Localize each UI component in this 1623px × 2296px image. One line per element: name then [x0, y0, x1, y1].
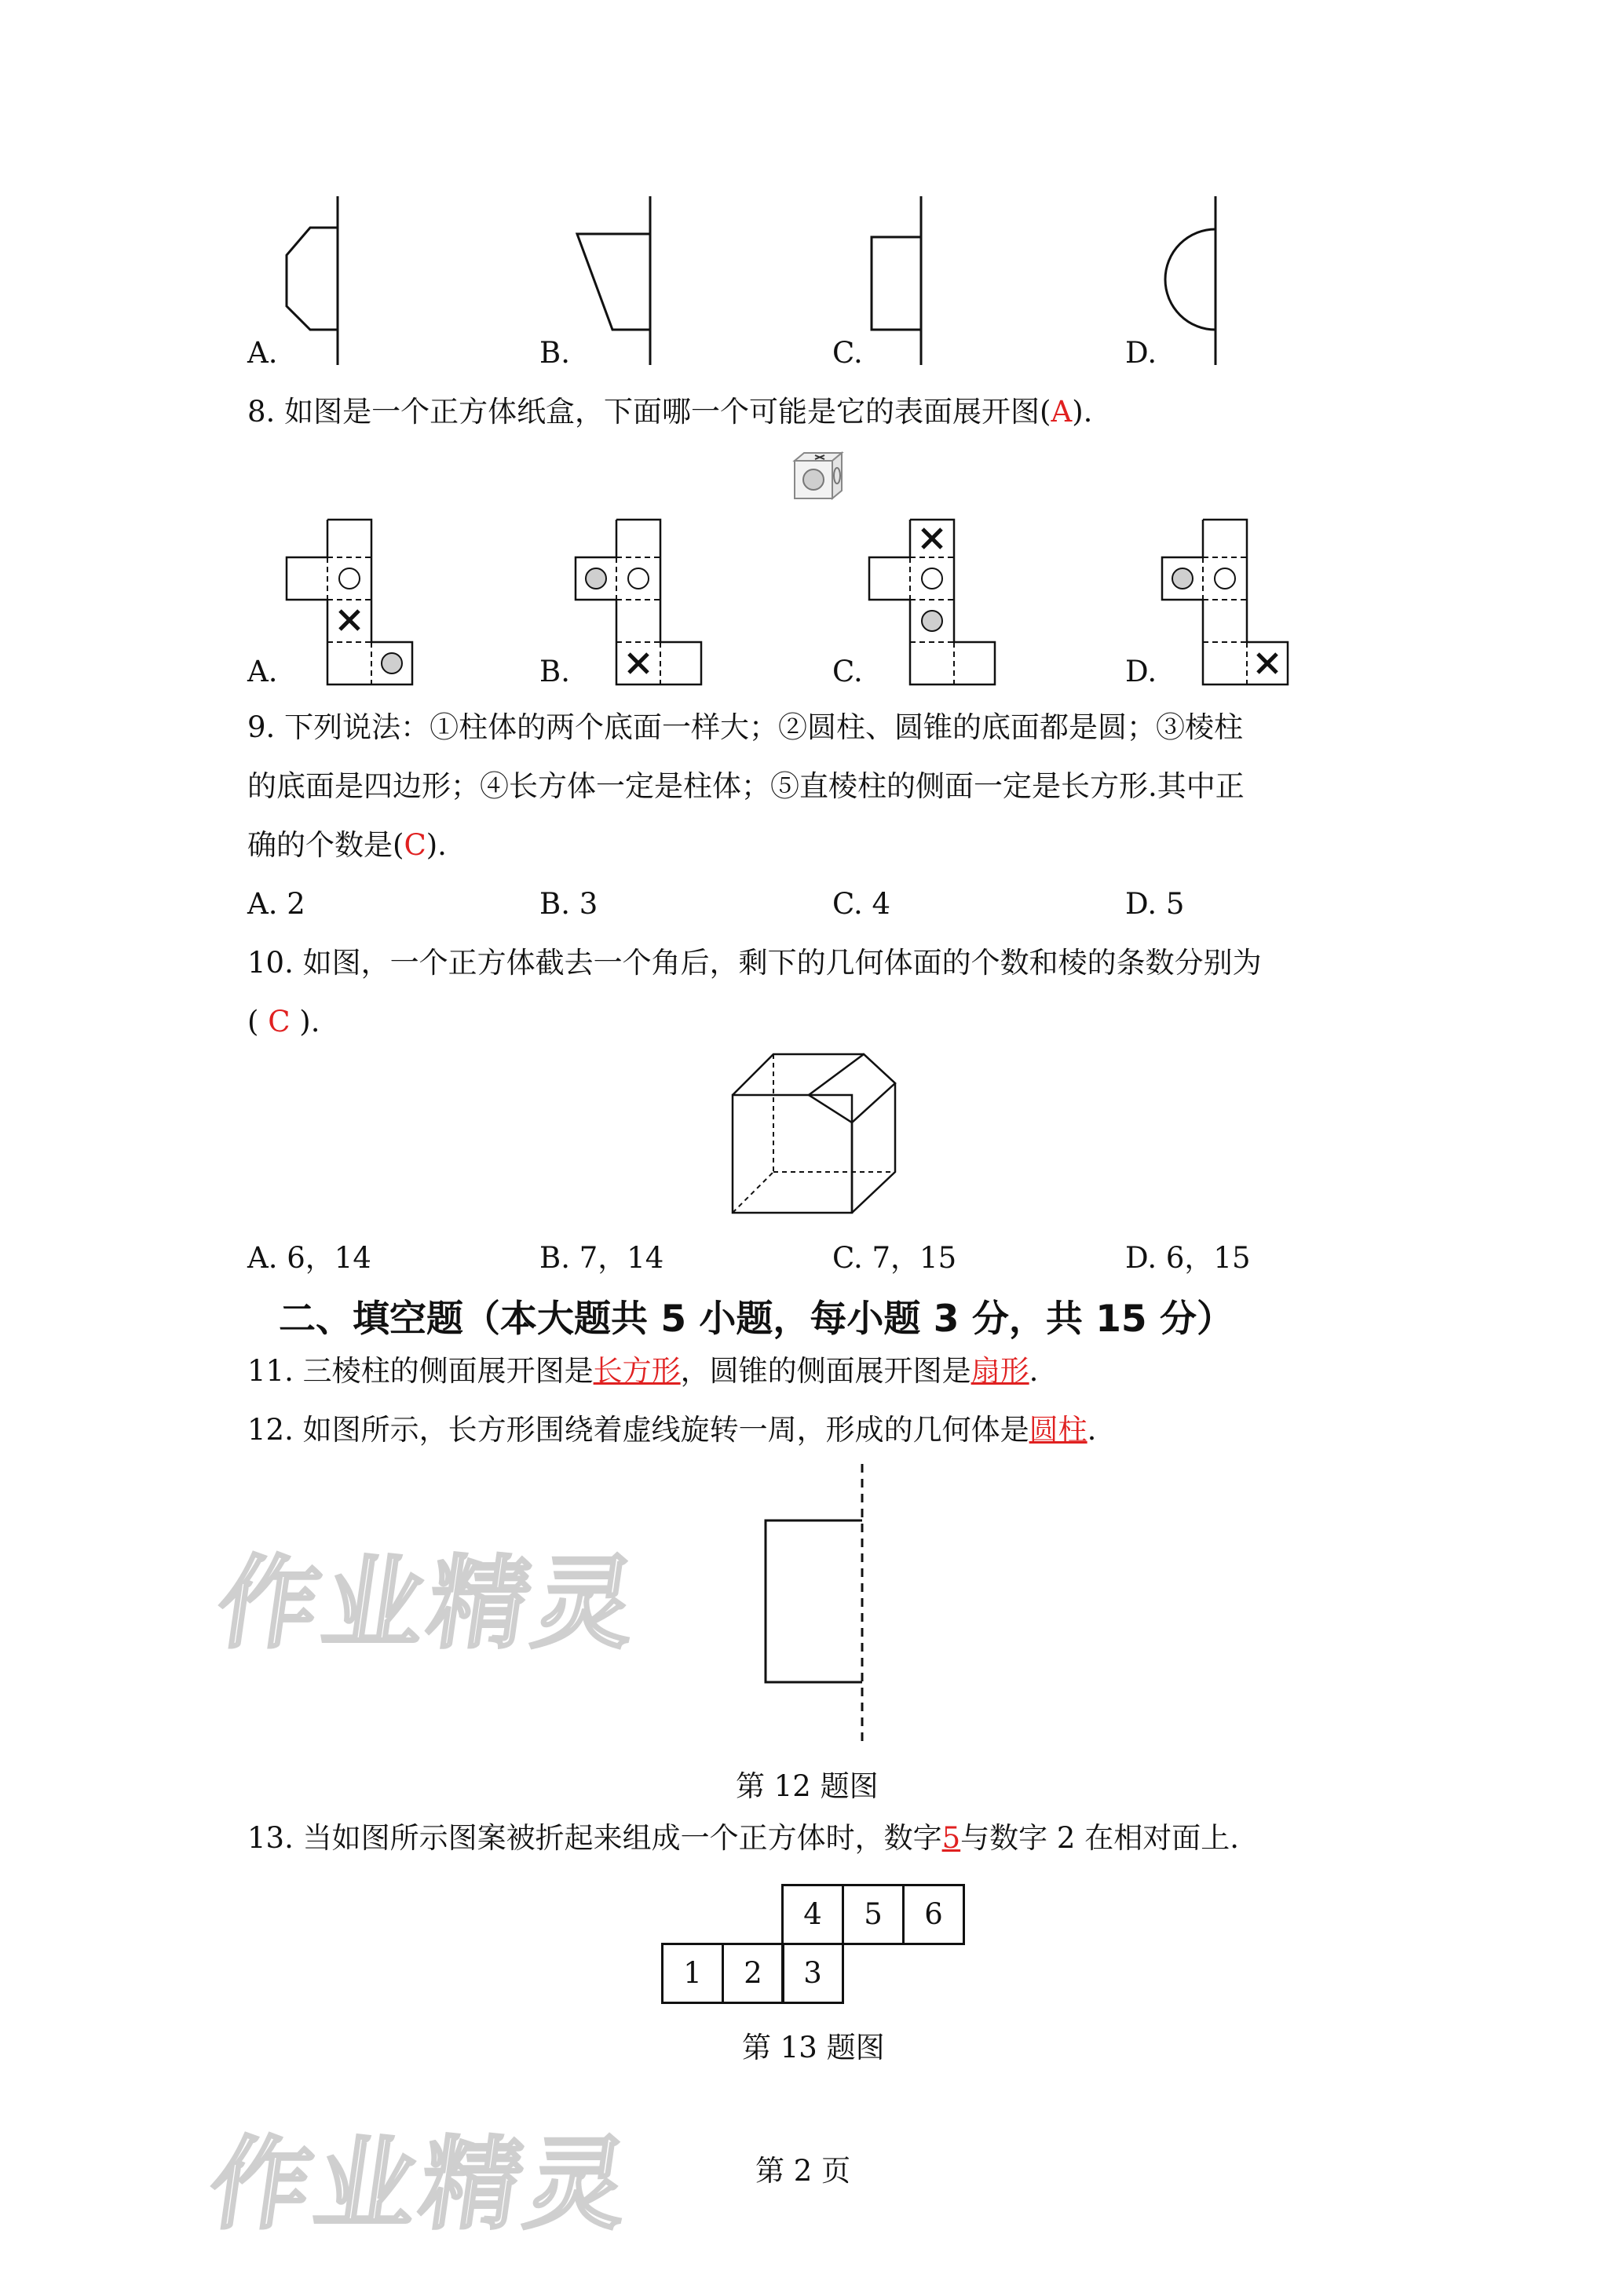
q11-question: 11. 三棱柱的侧面展开图是长方形，圆锥的侧面展开图是扇形.: [247, 1354, 1039, 1388]
watermark-1: 作业精灵: [210, 1546, 648, 1663]
q10-option-a: A. 6，14: [247, 1241, 371, 1275]
q7-figure-d: [1161, 196, 1223, 369]
q7-figure-c: [868, 196, 930, 369]
q13-cell-5: 5: [842, 1884, 905, 1945]
q9-option-d: D. 5: [1125, 887, 1185, 921]
q11-answer-1: 长方形: [593, 1354, 681, 1388]
q12-figure: [762, 1464, 872, 1747]
q9-option-c: C. 4: [832, 887, 891, 921]
section2-title: 二、填空题（本大题共 5 小题，每小题 3 分，共 15 分）: [279, 1298, 1234, 1341]
q12-caption: 第 12 题图: [736, 1769, 879, 1803]
q9-option-b: B. 3: [539, 887, 598, 921]
q9-line3: 确的个数是(C).: [247, 828, 447, 862]
q13-question: 13. 当如图所示图案被折起来组成一个正方体时，数字5与数字 2 在相对面上.: [247, 1821, 1239, 1855]
q12-question: 12. 如图所示，长方形围绕着虚线旋转一周，形成的几何体是圆柱.: [247, 1413, 1097, 1447]
q7-option-a: A.: [247, 336, 278, 370]
q9-line2: 的底面是四边形；④长方体一定是柱体；⑤直棱柱的侧面一定是长方形.其中正: [247, 769, 1245, 803]
q10-line1: 10. 如图，一个正方体截去一个角后，剩下的几何体面的个数和棱的条数分别为: [247, 946, 1262, 980]
q9-answer: C: [404, 828, 426, 862]
q13-cell-6: 6: [902, 1884, 965, 1945]
q10-option-d: D. 6，15: [1125, 1241, 1251, 1275]
q8-cube-figure: [785, 451, 848, 502]
q8-option-d: D.: [1125, 655, 1157, 688]
q7-figure-a: [283, 196, 345, 369]
q8-net-d: [1162, 518, 1296, 687]
q10-answer: C: [268, 1005, 291, 1038]
q9-line1: 9. 下列说法：①柱体的两个底面一样大；②圆柱、圆锥的底面都是圆；③棱柱: [247, 710, 1244, 744]
q8-question: 8. 如图是一个正方体纸盒，下面哪一个可能是它的表面展开图(A).: [247, 395, 1093, 429]
q10-cube-figure: [730, 1052, 903, 1217]
q10-option-c: C. 7，15: [832, 1241, 957, 1275]
q13-caption: 第 13 题图: [742, 2031, 885, 2064]
q10-option-b: B. 7，14: [539, 1241, 664, 1275]
watermark-2: 作业精灵: [202, 2126, 640, 2243]
q13-answer: 5: [941, 1821, 961, 1855]
q13-cell-1: 1: [661, 1943, 724, 2004]
q7-option-c: C.: [832, 336, 863, 370]
q7-option-b: B.: [539, 336, 570, 370]
q10-line2: ( C ).: [247, 1005, 320, 1038]
q8-option-b: B.: [539, 655, 570, 688]
q13-cell-2: 2: [722, 1943, 784, 2004]
q8-option-c: C.: [832, 655, 863, 688]
q9-option-a: A. 2: [247, 887, 305, 921]
q7-option-d: D.: [1125, 336, 1157, 370]
q11-answer-2: 扇形: [971, 1354, 1029, 1388]
q13-cell-3: 3: [781, 1943, 844, 2004]
q8-option-a: A.: [247, 655, 278, 688]
q8-net-a: [287, 518, 420, 687]
q12-answer: 圆柱: [1029, 1413, 1087, 1447]
q8-answer: A: [1051, 395, 1073, 429]
q8-net-b: [576, 518, 709, 687]
page-number: 第 2 页: [755, 2154, 851, 2188]
q13-cell-4: 4: [781, 1884, 844, 1945]
q8-net-c: [869, 518, 1003, 687]
q7-figure-b: [573, 196, 660, 369]
